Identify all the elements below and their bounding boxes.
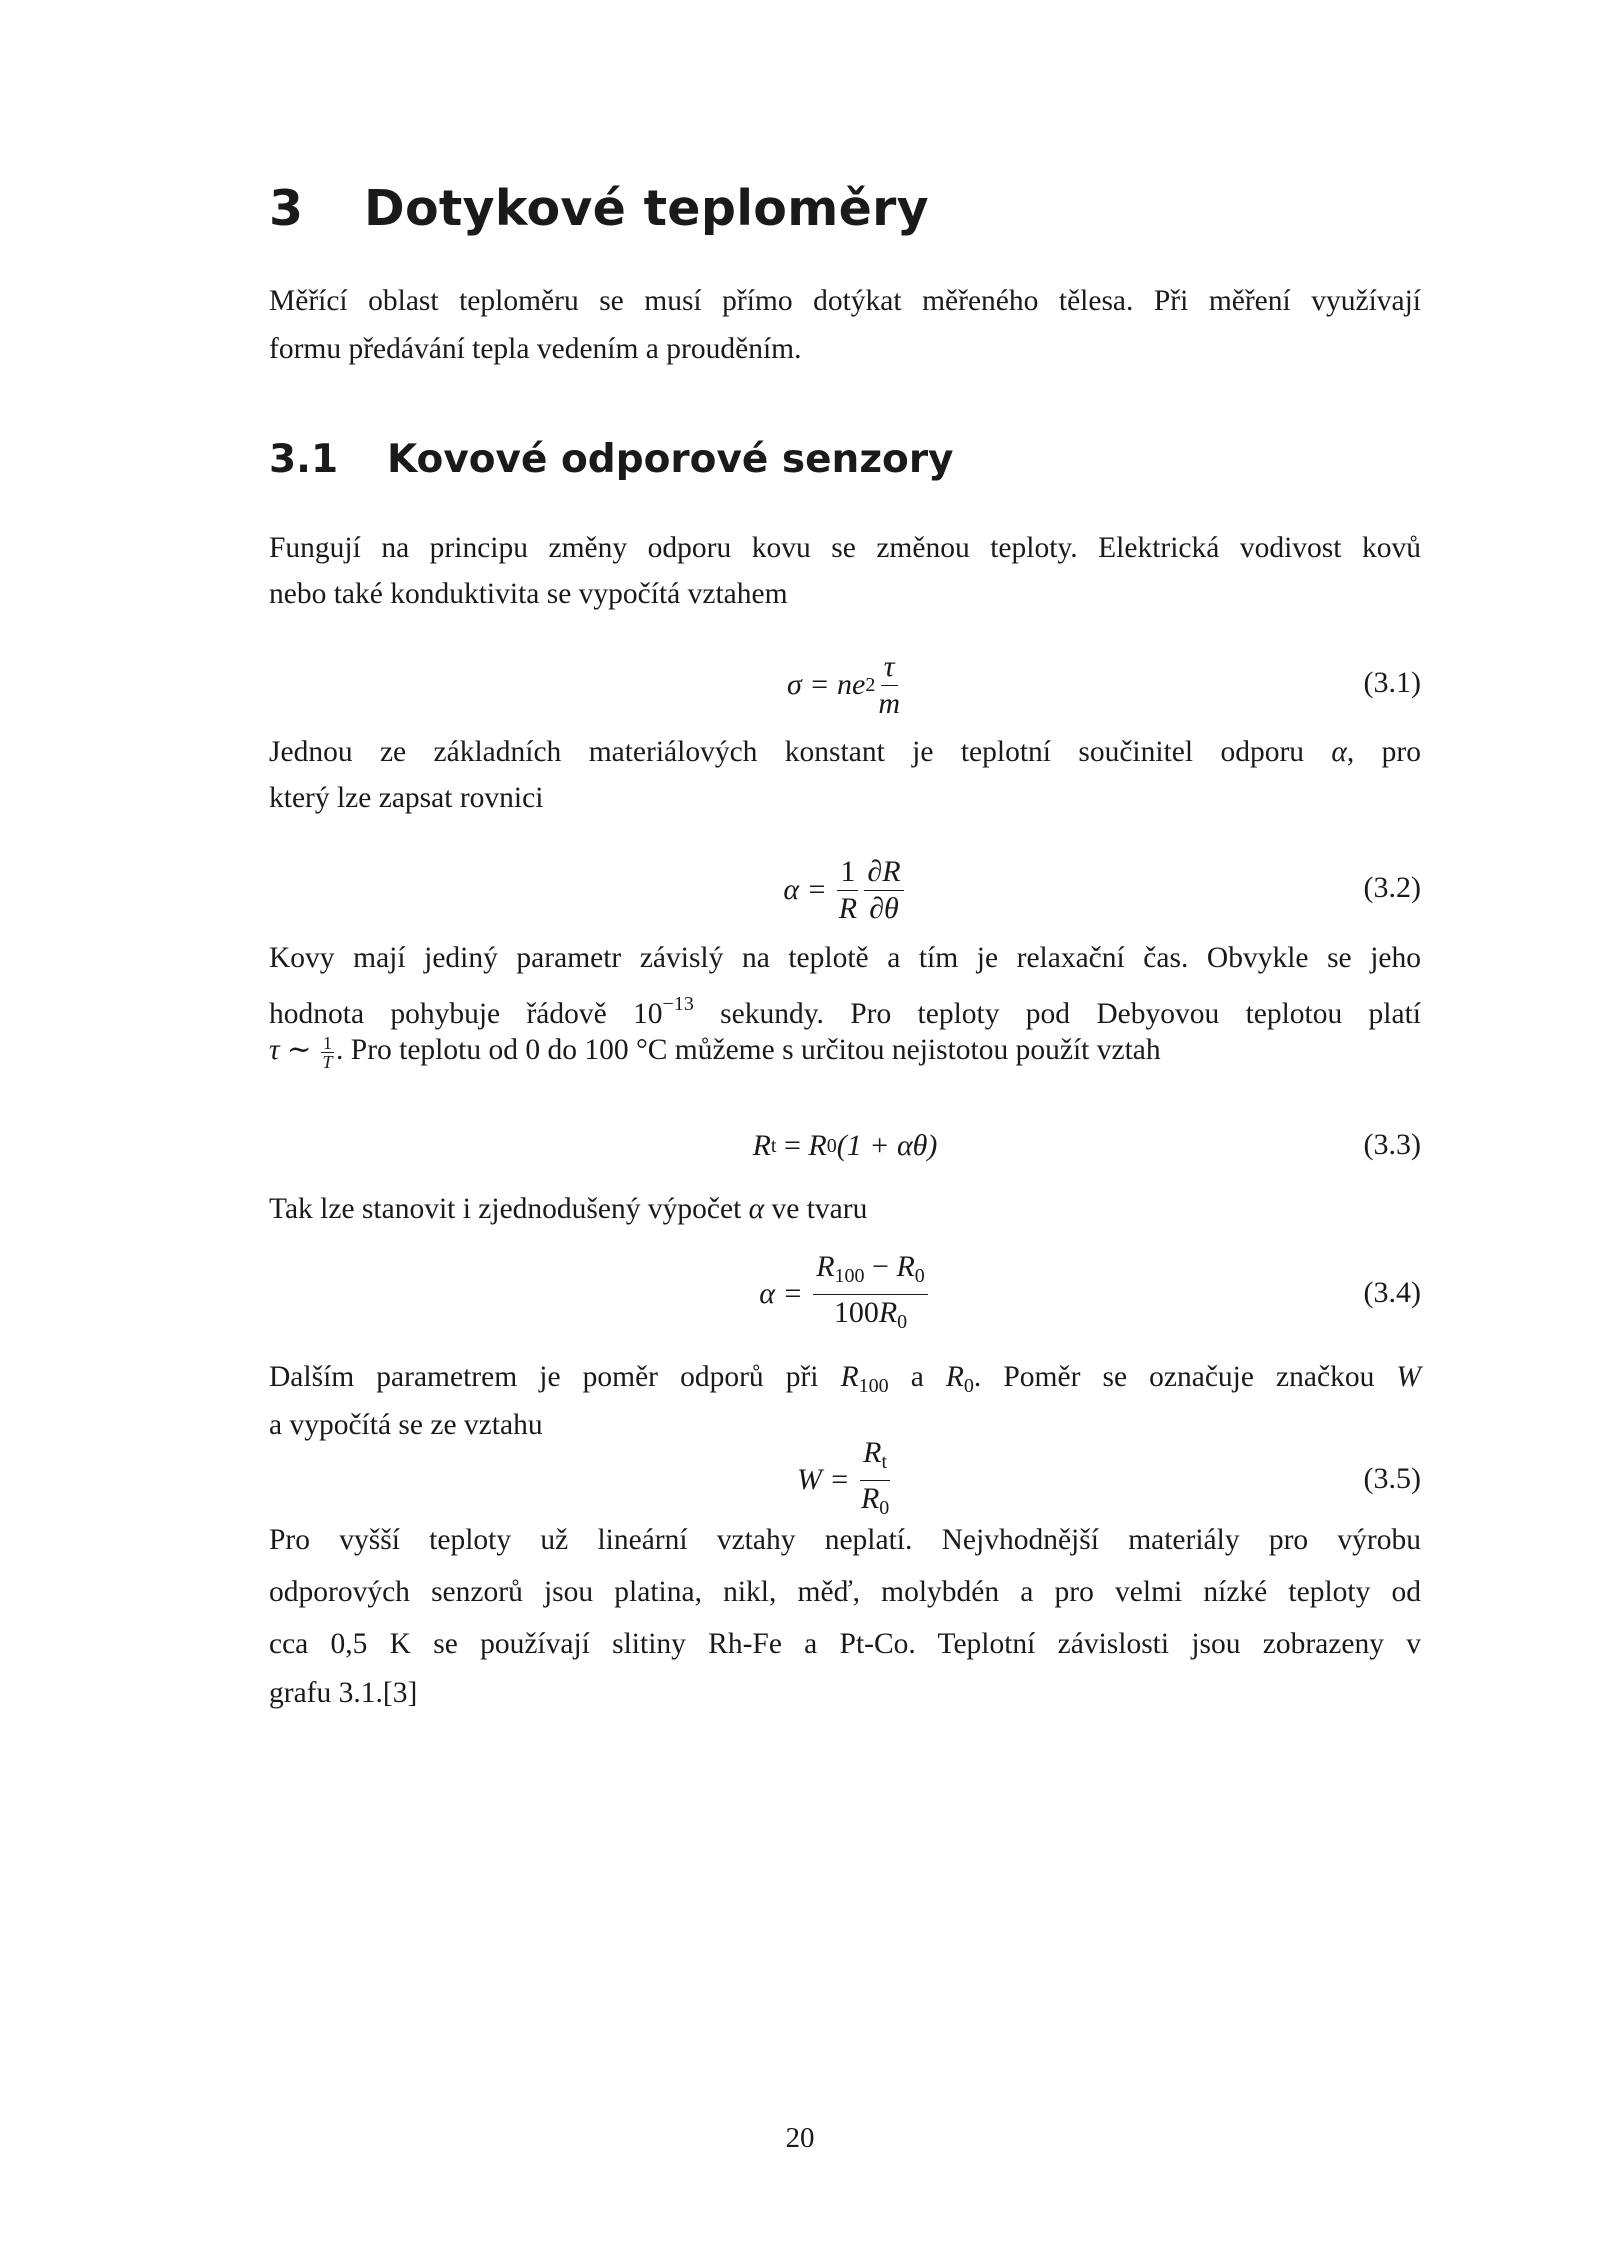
section-title: Kovové odporové senzory (387, 437, 954, 482)
sub: 0 (914, 1264, 925, 1287)
sub: t (881, 1450, 888, 1473)
eq-r0: R (808, 1129, 827, 1162)
eq-num (860, 1435, 890, 1481)
sub: 100 (834, 1264, 865, 1287)
math-alpha: α (1331, 736, 1347, 768)
chapter-title: Dotykové teploměry (364, 180, 929, 237)
text: . Poměr se označuje značkou (973, 1361, 1397, 1393)
eq-lhs: σ = ne (786, 668, 866, 701)
section-heading (269, 437, 953, 482)
equation-number: (3.5) (1363, 1462, 1421, 1495)
inline-fraction (321, 1034, 334, 1071)
eq-den: R (838, 891, 858, 925)
equation-number: (3.3) (1363, 1128, 1421, 1161)
eq-fraction (813, 1249, 928, 1340)
minus: − (864, 1249, 897, 1283)
chapter-heading (269, 180, 929, 237)
eq-equals: = (776, 1129, 809, 1162)
paragraph-line: odporových senzorů jsou platina, nikl, měď, molybdén a pro velmi nízké teploty od (269, 1576, 1421, 1608)
text: , pro (1346, 736, 1421, 768)
eq-num: 1 (837, 854, 858, 891)
eq-den (834, 1295, 907, 1340)
section-number: 3.1 (269, 437, 339, 482)
chapter-number: 3 (269, 180, 304, 237)
eq-sup: 2 (865, 673, 876, 696)
eq-lhs: W = (796, 1463, 850, 1496)
paragraph-line: a vypočítá se ze vztahu (269, 1409, 543, 1441)
eq-sub: 0 (826, 1134, 837, 1157)
den: T (322, 1051, 333, 1072)
r: R (860, 1481, 880, 1515)
r: R (863, 1435, 882, 1469)
sub: 0 (897, 1310, 908, 1333)
paragraph-line: Pro vyšší teploty už lineární vztahy neplatí. Nejvhodnější materiály pro výrobu (269, 1524, 1421, 1556)
paragraph-line (269, 1359, 1421, 1404)
paragraph-line: Měřící oblast teploměru se musí přímo dotýkat měřeného tělesa. Při měření využívají (269, 285, 1421, 317)
text: sekundy. Pro teploty pod Debyovou teplotou platí (693, 998, 1421, 1030)
sub: 0 (963, 1375, 974, 1397)
paragraph-line (269, 986, 1421, 1032)
equation-number: (3.2) (1363, 871, 1421, 904)
eq-num (813, 1249, 928, 1295)
equation-3-5 (269, 1435, 1421, 1519)
equation-3-4 (269, 1249, 1421, 1333)
text: Jednou ze základních materiálových konstant je teplotní součinitel odporu (269, 736, 1332, 768)
text: Tak lze stanovit i zjednodušený výpočet (269, 1193, 749, 1225)
exponent: −13 (662, 993, 694, 1015)
r: R (840, 1361, 859, 1393)
eq-num: ∂R (864, 854, 903, 891)
paragraph-line: Fungují na principu změny odporu kovu se změnou teploty. Elektrická vodivost kovů (269, 532, 1421, 564)
r: R (878, 1295, 898, 1329)
text: hodnota pohybuje řádově 10 (269, 998, 663, 1030)
eq-den: m (878, 686, 901, 720)
text: ve tvaru (764, 1193, 868, 1225)
eq-lhs: α = (783, 873, 827, 906)
eq-den (861, 1481, 889, 1526)
equation-3-1 (269, 650, 1421, 720)
paragraph-line (269, 1191, 1421, 1227)
paragraph-line: Kovy mají jediný parametr závislý na teplotě a tím je relaxační čas. Obvykle se jeho (269, 942, 1421, 974)
text: . Pro teplotu od 0 do 100 °C můžeme s určitou nejistotou použít vztah (336, 1034, 1161, 1066)
equation-number: (3.1) (1363, 666, 1421, 699)
eq-lhs: α = (759, 1277, 803, 1310)
sub: 100 (858, 1375, 889, 1397)
equation-number: (3.4) (1363, 1276, 1421, 1309)
eq-den: ∂θ (869, 891, 899, 925)
paragraph-line: který lze zapsat rovnici (269, 782, 544, 814)
page-number: 20 (785, 2122, 815, 2154)
math-w: W (1396, 1361, 1421, 1393)
eq-r: R (752, 1129, 771, 1162)
paragraph-line: nebo také konduktivita se vypočítá vztahem (269, 578, 788, 610)
eq-fraction (837, 854, 858, 927)
r0: R (896, 1249, 915, 1283)
r: R (816, 1249, 835, 1283)
r: R (945, 1361, 964, 1393)
math-tau: τ ∼ (269, 1034, 320, 1066)
paragraph-line (269, 734, 1421, 770)
num: 1 (323, 1032, 333, 1053)
den-number: 100 (833, 1295, 879, 1329)
math-alpha: α (748, 1193, 765, 1225)
paragraph-line: cca 0,5 K se používají slitiny Rh-Fe a Pt-Co. Teplotní závislosti jsou zobrazeny v (269, 1628, 1421, 1660)
eq-rest: (1 + αθ) (836, 1129, 938, 1162)
paragraph-line (269, 1032, 1421, 1071)
paragraph-line: grafu 3.1.[3] (269, 1677, 418, 1709)
eq-fraction (864, 854, 903, 927)
eq-sub: t (770, 1134, 777, 1157)
equation-3-2 (269, 853, 1421, 927)
eq-fraction (860, 1435, 890, 1526)
eq-num: τ (881, 649, 898, 686)
eq-fraction (878, 649, 900, 722)
sub: 0 (879, 1496, 890, 1519)
text: a (888, 1361, 946, 1393)
paragraph-line: formu předávání tepla vedením a prouděním. (269, 333, 802, 365)
equation-3-3 (269, 1126, 1421, 1166)
text: Dalším parametrem je poměr odporů při (269, 1361, 841, 1393)
